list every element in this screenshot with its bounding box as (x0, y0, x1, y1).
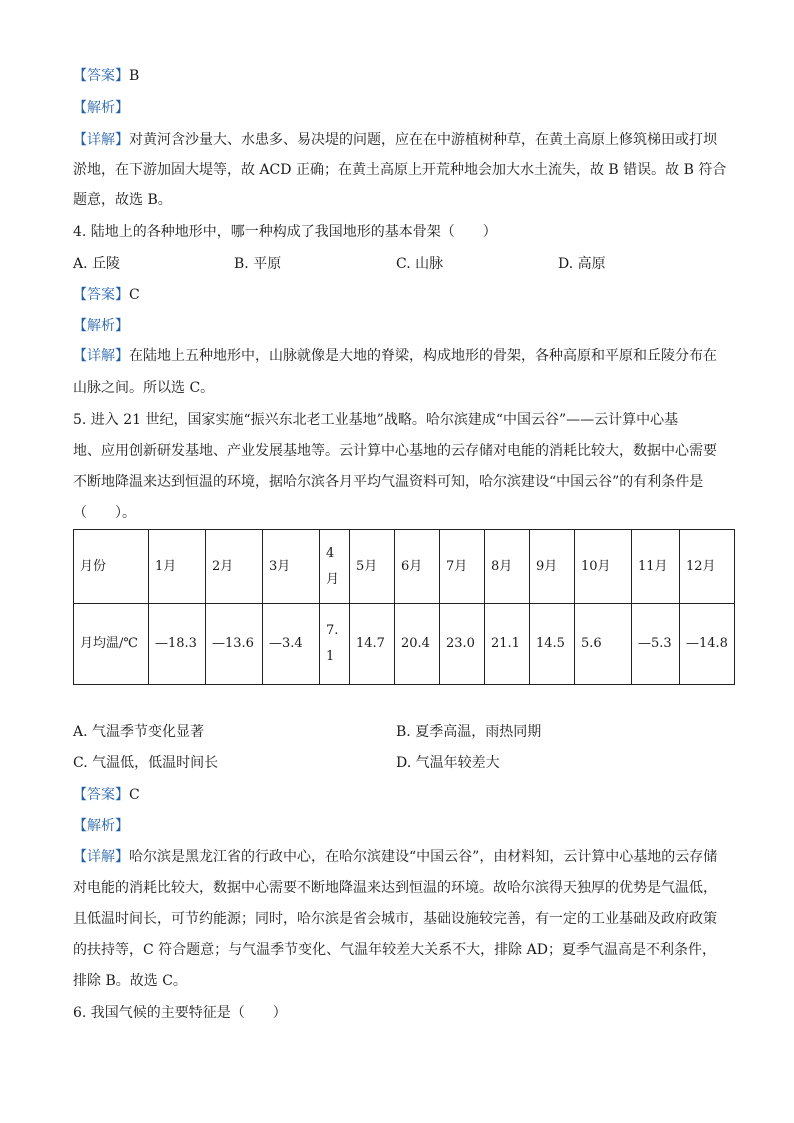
table-header-cell: 4月 (320, 530, 350, 604)
detail-line (73, 346, 723, 366)
option-b: B. 平原 (234, 256, 282, 272)
table-cell: 21.1 (485, 604, 530, 685)
question-5-line: （ ）。 (73, 505, 136, 521)
table-header-row (74, 530, 735, 604)
analysis-tag: 【解析】 (73, 100, 129, 116)
option-a: A. 丘陵 (73, 256, 121, 272)
analysis-tag: 【解析】 (73, 818, 129, 834)
detail-line: 排除 B。故选 C。 (73, 973, 187, 989)
detail-line: 且低温时间长，可节约能源；同时，哈尔滨是省会城市，基础设施较完善，有一定的工业基础及政府政策 (73, 911, 717, 927)
table-cell: —13.6 (206, 604, 263, 685)
table-header-cell: 7月 (440, 530, 485, 604)
detail-line: 题意，故选 B。 (73, 192, 172, 208)
temperature-table (73, 529, 735, 685)
question-5-line: 5. 进入 21 世纪，国家实施“振兴东北老工业基地”战略。哈尔滨建成“中国云谷”——云计算中心基 (73, 412, 679, 428)
option-a: A. 气温季节变化显著 (73, 724, 205, 740)
option-b: B. 夏季高温，雨热同期 (396, 724, 542, 740)
answer-value: C (129, 787, 140, 803)
analysis-tag: 【解析】 (73, 318, 129, 334)
table-header-cell: 10月 (575, 530, 632, 604)
table-header-cell: 12月 (680, 530, 735, 604)
option-d: D. 高原 (558, 256, 606, 272)
detail-text: 哈尔滨是黑龙江省的行政中心，在哈尔滨建设“中国云谷”，由材料知，云计算中心基地的云存储 (129, 849, 718, 865)
question-5-line: 地、应用创新研发基地、产业发展基地等。云计算中心基地的云存储对电能的消耗比较大，数据中心需要 (73, 443, 717, 459)
detail-line: 对电能的消耗比较大，数据中心需要不断地降温来达到恒温的环境。故哈尔滨得天独厚的优势是气温低， (73, 880, 717, 896)
table-header-cell: 6月 (395, 530, 440, 604)
table-cell: —5.3 (632, 604, 680, 685)
table-cell: 14.7 (350, 604, 395, 685)
table-cell: —18.3 (149, 604, 206, 685)
answer-tag: 【答案】 (73, 287, 129, 303)
answer-line (73, 285, 723, 305)
question-6: 6. 我国气候的主要特征是（ ） (73, 1005, 287, 1021)
option-c: C. 山脉 (396, 256, 444, 272)
table-row-label: 月均温/℃ (74, 604, 149, 685)
table-cell: 14.5 (530, 604, 575, 685)
answer-value: B (129, 68, 140, 84)
table-row (74, 604, 735, 685)
answer-tag: 【答案】 (73, 68, 129, 84)
analysis-heading (73, 98, 723, 118)
answer-value: C (129, 287, 140, 303)
table-cell: 5.6 (575, 604, 632, 685)
table-cell: 23.0 (440, 604, 485, 685)
table-cell: 20.4 (395, 604, 440, 685)
detail-line: 的扶持等，C 符合题意；与气温季节变化、气温年较差大关系不大，排除 AD；夏季气温高是不利条件， (73, 942, 716, 958)
table-header-cell: 2月 (206, 530, 263, 604)
detail-line: 山脉之间。所以选 C。 (73, 380, 215, 396)
answer-line (73, 66, 723, 86)
table-header-cell: 8月 (485, 530, 530, 604)
detail-line: 淤地，在下游加固大堤等，故 ACD 正确；在黄土高原上开荒种地会加大水土流失，故 B 错误。故 B 符合 (73, 162, 727, 178)
table-cell: —3.4 (263, 604, 320, 685)
detail-tag: 【详解】 (73, 348, 129, 364)
answer-line (73, 785, 723, 805)
detail-text: 在陆地上五种地形中，山脉就像是大地的脊梁，构成地形的骨架，各种高原和平原和丘陵分布在 (129, 348, 717, 364)
table-header-cell: 月份 (74, 530, 149, 604)
detail-text: 对黄河含沙量大、水患多、易决堤的问题，应在在中游植树种草，在黄土高原上修筑梯田或打坝 (129, 132, 717, 148)
question-5-line: 不断地降温来达到恒温的环境，据哈尔滨各月平均气温资料可知，哈尔滨建设“中国云谷”的有利条件是 (73, 474, 704, 490)
table-header-cell: 1月 (149, 530, 206, 604)
table-header-cell: 3月 (263, 530, 320, 604)
option-d: D. 气温年较差大 (396, 755, 500, 771)
table-cell: 7.1 (320, 604, 350, 685)
detail-tag: 【详解】 (73, 849, 129, 865)
analysis-heading (73, 316, 723, 336)
answer-tag: 【答案】 (73, 787, 129, 803)
detail-line (73, 130, 723, 150)
question-4: 4. 陆地上的各种地形中，哪一种构成了我国地形的基本骨架（ ） (73, 224, 497, 240)
table-header-cell: 9月 (530, 530, 575, 604)
detail-tag: 【详解】 (73, 132, 129, 148)
table-cell: —14.8 (680, 604, 735, 685)
analysis-heading (73, 816, 723, 836)
detail-line (73, 847, 723, 867)
table-header-cell: 11月 (632, 530, 680, 604)
table-header-cell: 5月 (350, 530, 395, 604)
option-c: C. 气温低，低温时间长 (73, 755, 219, 771)
